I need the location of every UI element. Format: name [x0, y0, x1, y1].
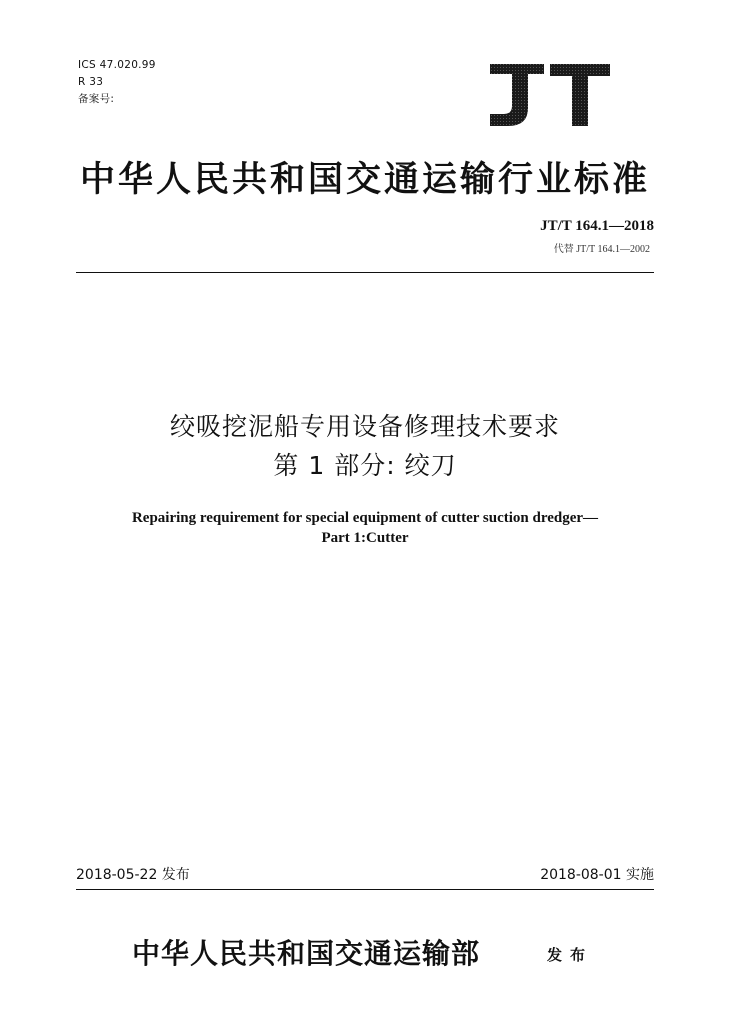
english-title-line1: Repairing requirement for special equipment of cutter suction dredger—	[131, 510, 599, 526]
issue-date: 2018-05-22 发布	[76, 867, 190, 883]
jt-logo-icon	[484, 60, 614, 130]
chinese-title-line1: 绞吸挖泥船专用设备修理技术要求	[169, 412, 560, 441]
standard-number: JT/T 164.1—2018	[540, 218, 654, 234]
filing-number: 备案号:	[78, 93, 115, 105]
header-divider	[76, 272, 654, 273]
replaces-standard: 代替 JT/T 164.1—2002	[553, 244, 650, 255]
organization-standard-title: 中华人民共和国交通运输行业标准	[79, 159, 650, 200]
issuing-authority: 中华人民共和国交通运输部	[132, 937, 481, 970]
ccs-code: R 33	[78, 76, 104, 88]
issuing-action: 发布	[547, 946, 594, 964]
chinese-title-line2: 第 1 部分: 绞刀	[273, 451, 457, 480]
english-title-line2: Part 1:Cutter	[321, 530, 409, 546]
ics-code: ICS 47.020.99	[78, 59, 156, 71]
implementation-date: 2018-08-01 实施	[540, 867, 654, 883]
footer-divider	[76, 889, 654, 890]
